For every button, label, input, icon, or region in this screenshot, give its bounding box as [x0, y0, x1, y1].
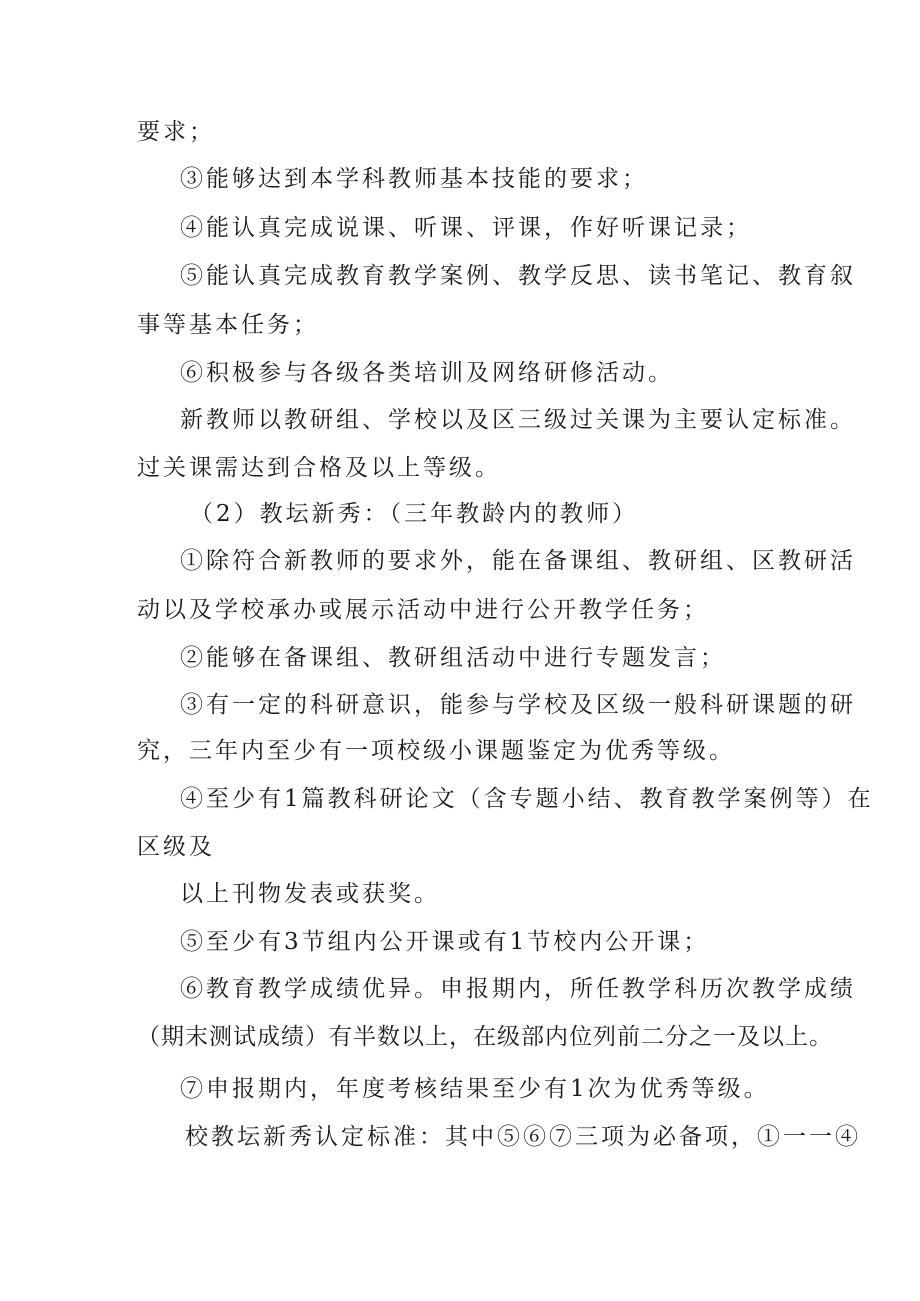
text-line-20: （期末测试成绩）有半数以上，在级部内位列前二分之一及以上。: [137, 1024, 833, 1050]
text-line-14: 究，三年内至少有一项校级小课题鉴定为优秀等级。: [137, 738, 735, 764]
text-line-16: 区级及: [137, 834, 215, 860]
text-line-5: 事等基本任务；: [137, 312, 319, 338]
text-line-6: ⑥积极参与各级各类培训及网络研修活动。: [180, 360, 674, 386]
section-heading: （2）教坛新秀：（三年教龄内的教师）: [190, 501, 639, 527]
text-line-18: ⑤至少有3节组内公开课或有1节校内公开课；: [180, 929, 710, 955]
text-line-22: 校教坛新秀认定标准：其中⑤⑥⑦三项为必备项，①一一④: [185, 1124, 861, 1150]
text-line-10: ①除符合新教师的要求外，能在备课组、教研组、区教研活: [180, 548, 856, 574]
text-line-1: 要求；: [137, 119, 215, 145]
text-line-11: 动以及学校承办或展示活动中进行公开教学任务；: [137, 597, 709, 623]
text-line-21: ⑦申报期内，年度考核结果至少有1次为优秀等级。: [180, 1076, 770, 1102]
text-line-4: ⑤能认真完成教育教学案例、教学反思、读书笔记、教育叙: [180, 263, 856, 289]
text-line-17: 以上刊物发表或获奖。: [180, 881, 440, 907]
text-line-2: ③能够达到本学科教师基本技能的要求；: [180, 166, 648, 192]
text-line-12: ②能够在备课组、教研组活动中进行专题发言；: [180, 645, 726, 671]
text-line-3: ④能认真完成说课、听课、评课，作好听课记录；: [180, 215, 752, 241]
text-line-19: ⑥教育教学成绩优异。申报期内，所任教学科历次教学成绩: [180, 976, 856, 1002]
text-line-8: 过关课需达到合格及以上等级。: [137, 455, 501, 481]
text-line-7: 新教师以教研组、学校以及区三级过关课为主要认定标准。: [180, 407, 856, 433]
text-line-13: ③有一定的科研意识，能参与学校及区级一般科研课题的研: [180, 692, 856, 718]
text-line-15: ④至少有1篇教科研论文（含专题小结、教育教学案例等）在: [180, 786, 874, 812]
